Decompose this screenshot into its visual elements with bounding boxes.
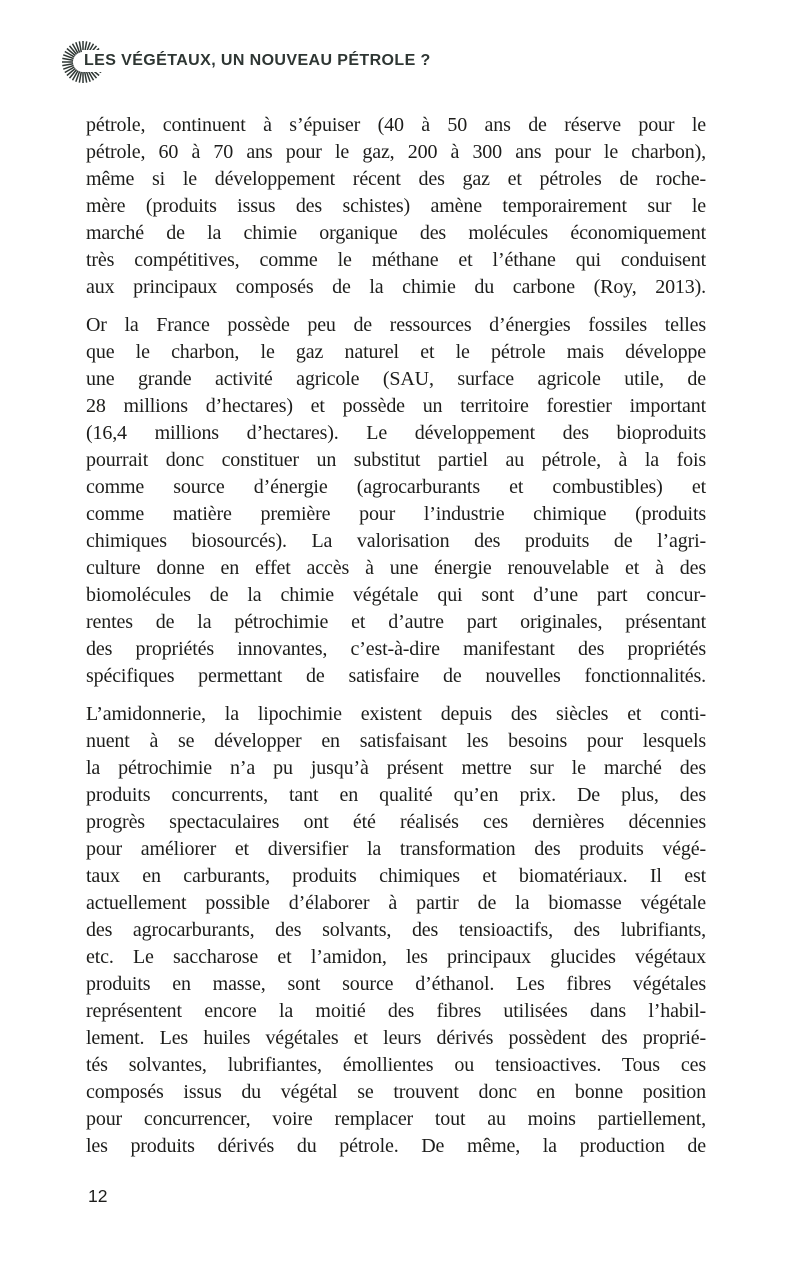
text-line: des propriétés innovantes, c’est-à-dire manifestant des propriétés [86,638,706,660]
page-footer [88,1186,107,1207]
text-line: tés solvantes, lubrifiantes, émollientes ou tensioactives. Tous ces [86,1054,706,1076]
text-line: des agrocarburants, des solvants, des tensioactifs, des lubrifiants, [86,919,706,941]
text-line: L’amidonnerie, la lipochimie existent depuis des siècles et conti- [86,703,706,725]
text-line: pour concurrencer, voire remplacer tout au moins partiellement, [86,1108,706,1130]
text-line: rentes de la pétrochimie et d’autre part originales, présentant [86,611,706,633]
text-line: une grande activité agricole (SAU, surface agricole utile, de [86,368,706,390]
page-number: 12 [88,1186,108,1206]
text-line: actuellement possible d’élaborer à partir de la biomasse végétale [86,892,706,914]
text-line: etc. Le saccharose et l’amidon, les principaux glucides végétaux [86,946,706,968]
text-line: très compétitives, comme le méthane et l’éthane qui conduisent [86,249,706,271]
text-line: comme matière première pour l’industrie chimique (produits [86,503,706,525]
text-line: aux principaux composés de la chimie du carbone (Roy, 2013). [86,276,706,298]
text-line: composés issus du végétal se trouvent donc en bonne position [86,1081,706,1103]
text-line: 28 millions d’hectares) et possède un territoire forestier important [86,395,706,417]
text-line: pétrole, 60 à 70 ans pour le gaz, 200 à 300 ans pour le charbon), [86,141,706,163]
paragraph [86,312,706,690]
text-line: spécifiques permettant de satisfaire de nouvelles fonctionnalités. [86,665,706,687]
text-line: produits en masse, sont source d’éthanol. Les fibres végétales [86,973,706,995]
text-line: marché de la chimie organique des molécules économiquement [86,222,706,244]
text-line: lement. Les huiles végétales et leurs dérivés possèdent des proprié- [86,1027,706,1049]
text-line: que le charbon, le gaz naturel et le pétrole mais développe [86,341,706,363]
text-line: comme source d’énergie (agrocarburants et combustibles) et [86,476,706,498]
text-line: biomolécules de la chimie végétale qui sont d’une part concur- [86,584,706,606]
chapter-header [0,0,800,100]
text-line: pourrait donc constituer un substitut partiel au pétrole, à la fois [86,449,706,471]
text-line: Or la France possède peu de ressources d’énergies fossiles telles [86,314,706,336]
paragraph [86,112,706,301]
text-line: taux en carburants, produits chimiques et biomatériaux. Il est [86,865,706,887]
text-line: pétrole, continuent à s’épuiser (40 à 50 ans de réserve pour le [86,114,706,136]
text-line: mère (produits issus des schistes) amène temporairement sur le [86,195,706,217]
text-line: la pétrochimie n’a pu jusqu’à présent mettre sur le marché des [86,757,706,779]
text-line: même si le développement récent des gaz et pétroles de roche- [86,168,706,190]
text-line: pour améliorer et diversifier la transformation des produits végé- [86,838,706,860]
text-line: produits concurrents, tant en qualité qu’en prix. De plus, des [86,784,706,806]
page-body [86,112,706,1160]
text-line: nuent à se développer en satisfaisant les besoins pour lesquels [86,730,706,752]
text-line: les produits dérivés du pétrole. De même, la production de [86,1135,706,1157]
text-line: chimiques biosourcés). La valorisation des produits de l’agri- [86,530,706,552]
text-line: culture donne en effet accès à une énergie renouvelable et à des [86,557,706,579]
text-line: (16,4 millions d’hectares). Le développement des bioproduits [86,422,706,444]
text-line: progrès spectaculaires ont été réalisés ces dernières décennies [86,811,706,833]
text-line: représentent encore la moitié des fibres utilisées dans l’habil- [86,1000,706,1022]
paragraph [86,701,706,1160]
chapter-title: LES VÉGÉTAUX, UN NOUVEAU PÉTROLE ? [82,50,435,72]
